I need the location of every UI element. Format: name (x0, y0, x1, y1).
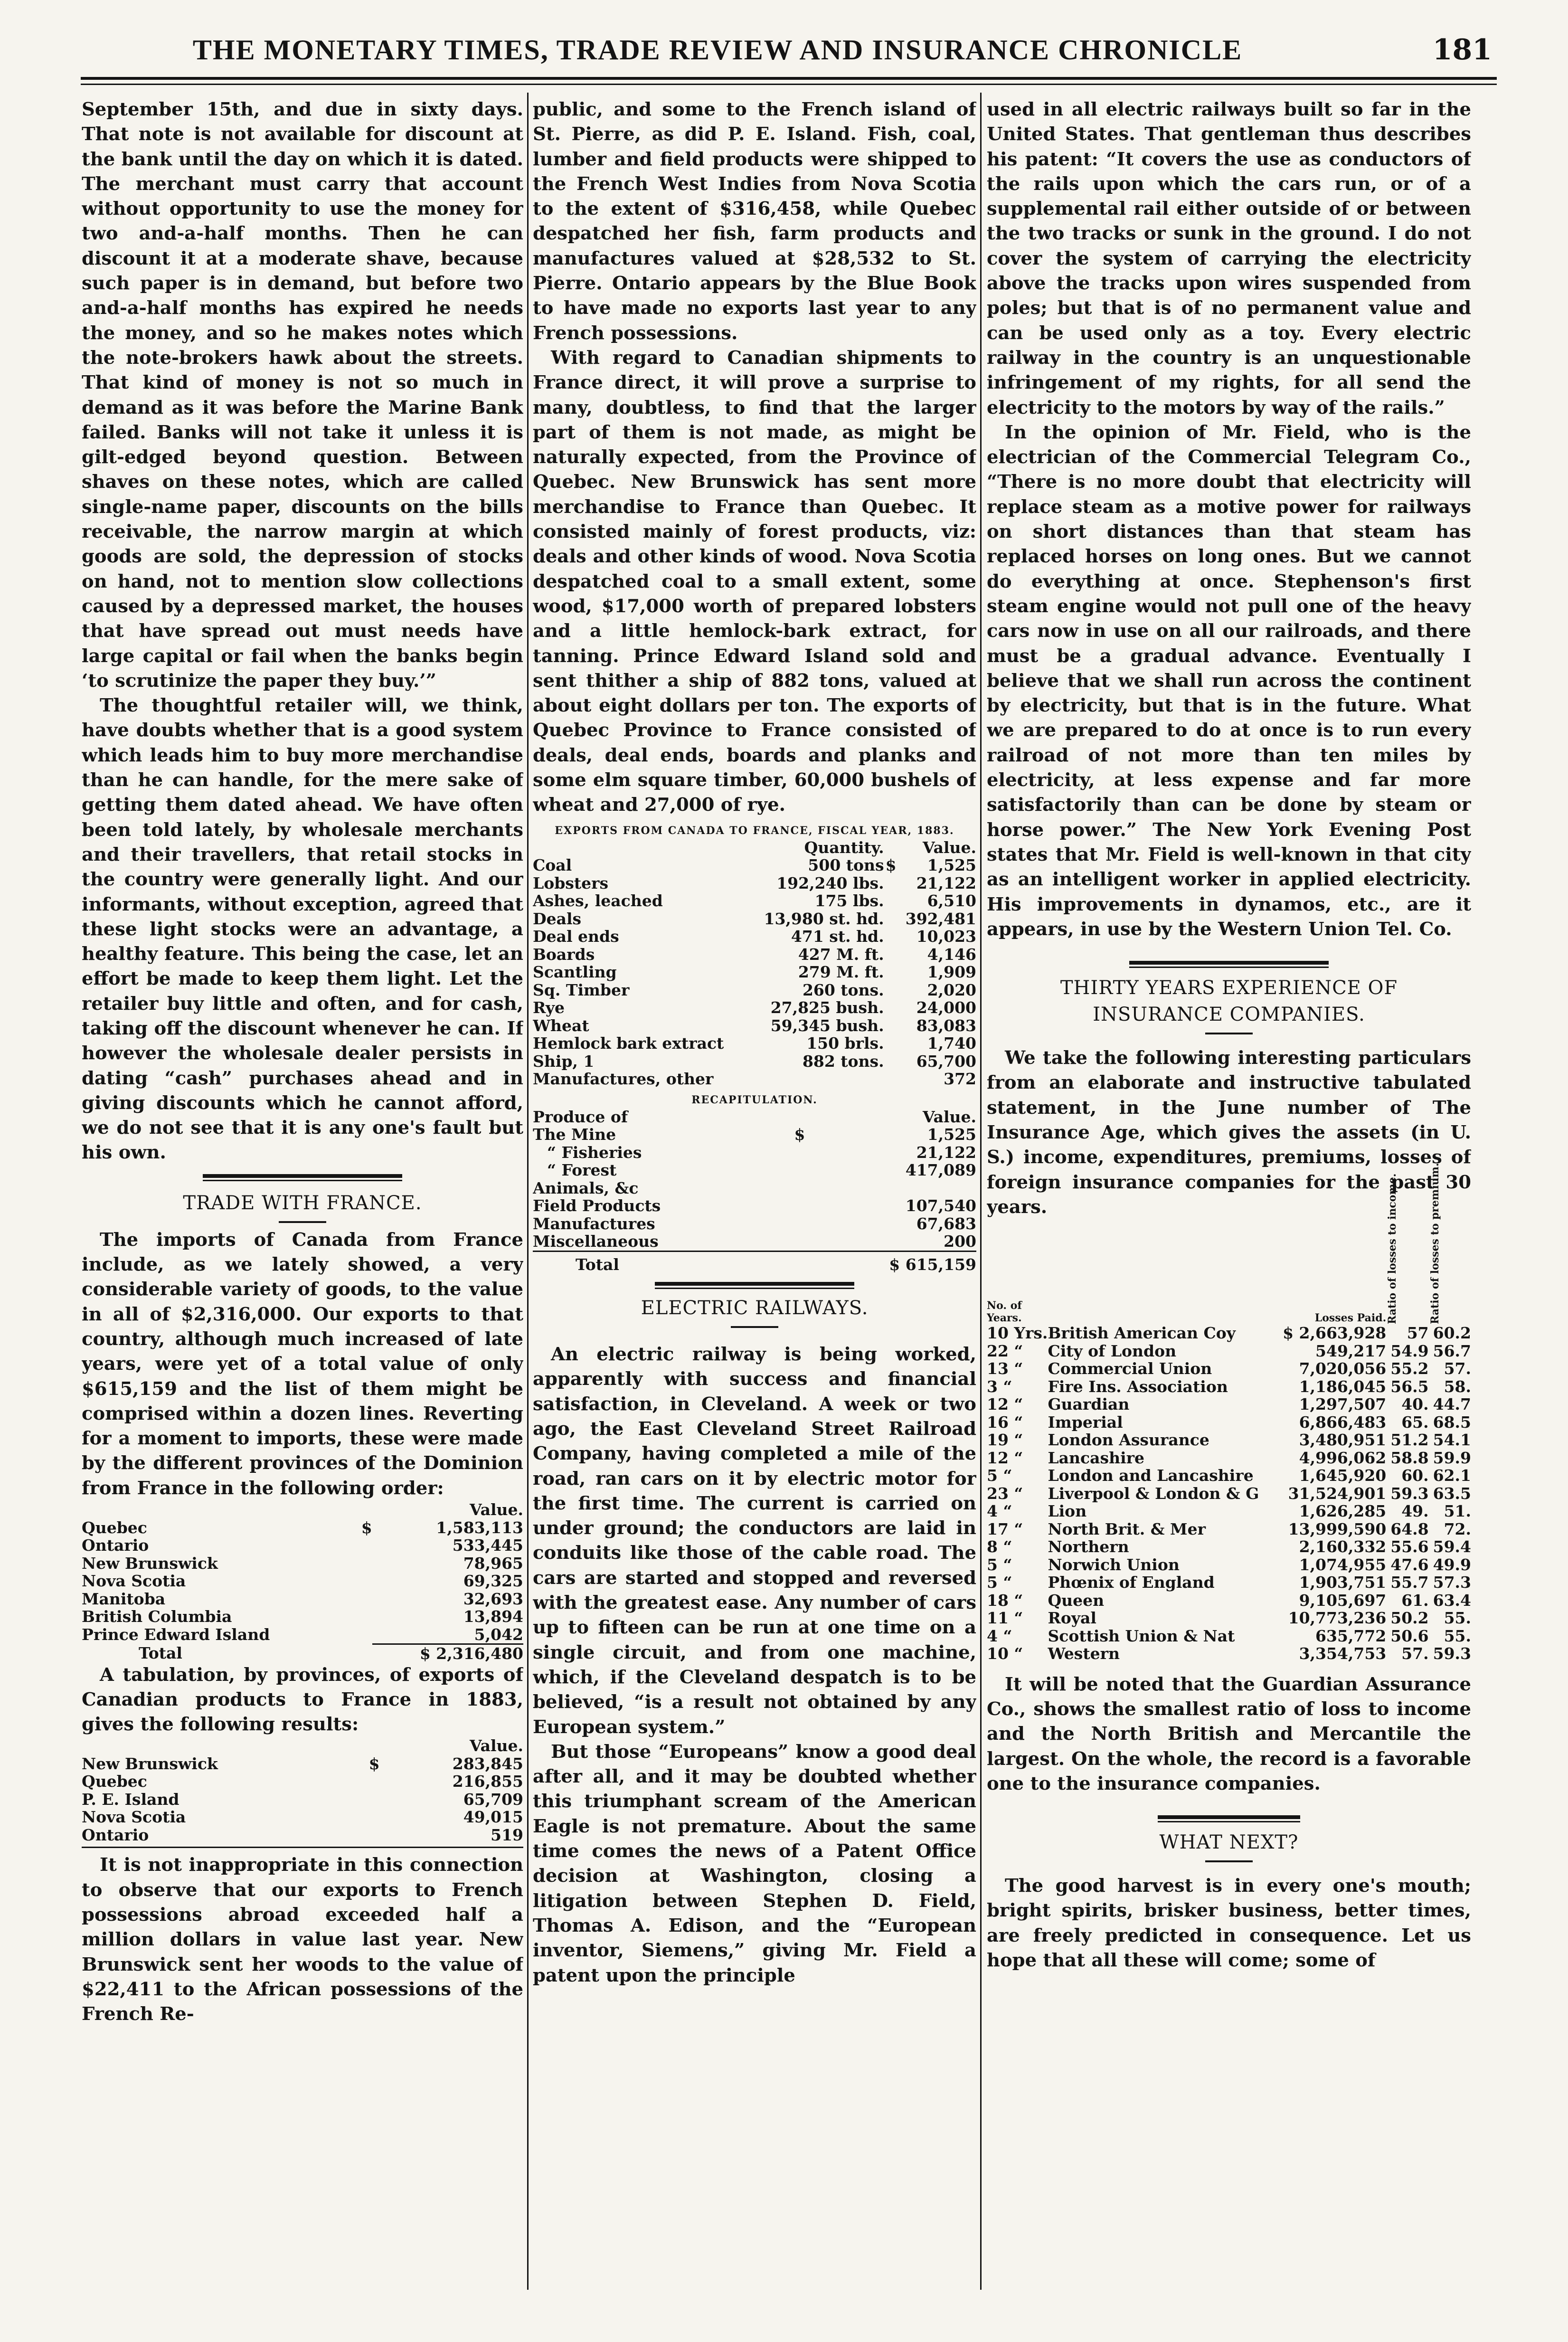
province-name: Manitoba (82, 1589, 166, 1608)
item-name: Wheat (533, 1016, 589, 1035)
company-name: Commercial Union (1048, 1359, 1212, 1378)
item-name: Sq. Timber (533, 980, 630, 999)
ratio-income-cell: 59.3 (1390, 1484, 1429, 1503)
ratio-premium-cell: 56.7 (1433, 1341, 1471, 1360)
header-rule-thin (81, 84, 1497, 85)
ratio-premium-cell: 49.9 (1433, 1555, 1471, 1574)
losses-cell: 549,217 (1315, 1341, 1387, 1360)
ratio-income-cell: 55.6 (1390, 1537, 1429, 1556)
value-cell (805, 1179, 976, 1197)
province-name: Ontario (82, 1825, 149, 1844)
years-cell: 13 “ (987, 1359, 1023, 1378)
ratio-premium-cell: 62.1 (1433, 1466, 1471, 1485)
value-cell: 4,146 (927, 945, 976, 964)
value-cell: 21,122 (916, 873, 976, 892)
province-name: Nova Scotia (82, 1808, 186, 1827)
years-cell: 12 “ (987, 1395, 1023, 1414)
header-rule-thick (81, 77, 1497, 80)
table-row (533, 874, 976, 892)
quantity-cell: 13,980 st. hd. (764, 909, 884, 928)
table-row (533, 946, 976, 964)
paragraph: The imports of Canada from France include, as we lately showed, a very considerable variety of goods, to the value in all of $2,316,000. Our exports to that country, although much increased of late years, were yet of a total value of only $615,159 and the list of them might be comprised within a dozen lines. Reverting for a moment to imports, these were made by the different provinces of the Dominion from France in the following order: (82, 1229, 523, 1499)
table-row (533, 1215, 976, 1233)
item-name: Hemlock bark extract (533, 1034, 724, 1053)
table-row (987, 1556, 1471, 1574)
losses-cell: 6,866,483 (1299, 1413, 1387, 1432)
province-name: Quebec (82, 1518, 147, 1537)
value-cell: 107,540 (905, 1196, 976, 1215)
section-divider (655, 1282, 854, 1289)
column-header: Ratio of losses to income. (1386, 1173, 1399, 1325)
losses-cell: 3,354,753 (1299, 1644, 1387, 1663)
paragraph: With regard to Canadian shipments to France direct, it will prove a surprise to many, doubtless, to find that the larger part of them is not made, as might be naturally expected, from the Province of Quebec. New Brunswick has sent more merchandise to France than Quebec. It consisted mainly of forest products, viz: deals and other kinds of wood. Nova Scotia despatched coal to a small extent, some wood, $17,000 worth of prepared lobsters and a little hemlock-bark extract, for tanning. Prince Edward Island sold and sent thither a ship of 882 tons, valued at about eight dollars per ton. The exports of Quebec Province to France consisted of deals, deal ends, boards and planks and some elm square timber, 60,000 bushels of wheat and 27,000 of rye. (533, 347, 976, 816)
page-number: 181 (1432, 33, 1492, 66)
value-cell: 5,042 (474, 1625, 523, 1644)
table-row (987, 1538, 1471, 1556)
column-header: Value. (470, 1500, 523, 1519)
item-name: Rye (533, 998, 565, 1017)
item-name: Field Products (533, 1196, 661, 1215)
column-header: Produce of (533, 1107, 628, 1126)
total-label: Total (576, 1255, 619, 1274)
table-row (987, 1378, 1471, 1396)
item-name: Miscellaneous (533, 1232, 659, 1251)
table-row (533, 1126, 976, 1144)
quantity-cell: 175 lbs. (814, 891, 884, 910)
paragraph: The thoughtful retailer will, we think, have doubts whether that is a good system which leads him to buy more merchandise than he can handle, for the mere sake of getting them dated ahead. We have often been told lately, by wholesale merchants and their travellers, that retail stocks in the country were generally light. And our informants, without exception, agreed that these light stocks were an advantage, a healthy feature. This being the case, let an effort be made to keep them light. Let the retailer buy little and often, and for cash, taking off the discount whenever he can. If however the wholesale dealer persists in dating “cash” purchases ahead and in giving discounts which he cannot afford, we do not see that it is any one's fault but his own. (82, 695, 523, 1164)
ratio-income-cell: 50.2 (1390, 1609, 1429, 1628)
losses-cell: 1,186,045 (1299, 1377, 1387, 1396)
paragraph: It will be noted that the Guardian Assurance Co., shows the smallest ratio of loss to income and the North British and Mercantile the largest. On the whole, the record is a favorable one to the insurance companies. (987, 1673, 1471, 1794)
losses-cell: 9,105,697 (1299, 1591, 1387, 1610)
paragraph: We take the following interesting particulars from an elaborate and instructive tabulated statement, in the June number of The Insurance Age, which gives the assets (in U. S.) income, expenditures, premiums, losses of foreign insurance companies for the past 30 years. (987, 1047, 1471, 1218)
quantity-cell: 471 st. hd. (791, 927, 884, 946)
years-cell: 17 “ (987, 1519, 1023, 1538)
province-name: P. E. Island (82, 1790, 179, 1809)
losses-cell: 635,772 (1315, 1626, 1387, 1645)
years-cell: 23 “ (987, 1484, 1023, 1503)
value-cell: 519 (491, 1825, 523, 1844)
company-name: London and Lancashire (1048, 1466, 1254, 1485)
item-name: Scantling (533, 963, 617, 982)
section-divider (1129, 961, 1329, 968)
losses-cell: 4,996,062 (1299, 1448, 1387, 1467)
table-row (533, 892, 976, 910)
item-name: Manufactures (533, 1214, 655, 1233)
section-heading: WHAT NEXT? (1159, 1831, 1299, 1854)
heading-rule (279, 1221, 326, 1223)
ratio-income-cell: 49. (1401, 1502, 1429, 1521)
ratio-premium-cell: 72. (1444, 1519, 1471, 1538)
item-name: Ship, 1 (533, 1052, 595, 1071)
province-name: New Brunswick (82, 1554, 218, 1573)
company-name: Queen (1048, 1591, 1105, 1610)
ratio-premium-cell: 57. (1444, 1359, 1471, 1378)
value-cell: 1,525 (927, 856, 976, 875)
ratio-income-cell: 50.6 (1390, 1626, 1429, 1645)
quantity-cell: 427 M. ft. (798, 945, 884, 964)
company-name: Guardian (1048, 1395, 1130, 1414)
ratio-income-cell: 47.6 (1390, 1555, 1429, 1574)
table-row (987, 1592, 1471, 1610)
years-cell: 10 “ (987, 1644, 1023, 1663)
table-row (987, 1645, 1471, 1663)
ratio-premium-cell: 60.2 (1433, 1324, 1471, 1343)
ratio-premium-cell: 51. (1444, 1502, 1471, 1521)
quantity-cell: 27,825 bush. (770, 998, 884, 1017)
value-cell: 417,089 (905, 1161, 976, 1180)
section-heading: ELECTRIC RAILWAYS. (641, 1297, 869, 1319)
table-row (533, 1070, 976, 1088)
ratio-income-cell: 57. (1401, 1644, 1429, 1663)
table-row (82, 1536, 523, 1555)
company-name: Scottish Union & Nat (1048, 1626, 1235, 1645)
table-row (533, 963, 976, 981)
heading-rule (1205, 1860, 1253, 1862)
value-cell: 1,740 (927, 1034, 976, 1053)
paragraph: public, and some to the French island of St. Pierre, as did P. E. Island. Fish, coal, lumber and field products were shipped to the French West Indies from Nova Scotia to the extent of $316,458, while Quebec despatched her fish, farm products and manufactures valued at $28,532 to St. Pierre. Ontario appears by the Blue Book to have made no exports last year to any French possessions. (533, 99, 976, 344)
table-row (987, 1467, 1471, 1485)
item-name: “ Fisheries (547, 1143, 642, 1162)
table-row (82, 1808, 523, 1826)
company-name: Imperial (1048, 1413, 1123, 1432)
table-row (987, 1574, 1471, 1592)
table-row (533, 856, 976, 874)
table-row (987, 1395, 1471, 1413)
table-row (82, 1773, 523, 1791)
company-name: Northern (1048, 1537, 1129, 1556)
province-name: Quebec (82, 1772, 147, 1791)
value-cell: 49,015 (463, 1808, 523, 1827)
ratio-premium-cell: 55. (1444, 1609, 1471, 1628)
total-label: Total (139, 1644, 182, 1663)
value-cell: 200 (944, 1232, 976, 1251)
imports-table (82, 1501, 523, 1663)
table-row (987, 1431, 1471, 1449)
table-row (987, 1342, 1471, 1360)
quantity-cell: 279 M. ft. (798, 963, 884, 982)
value-cell: 6,510 (927, 891, 976, 910)
table-row (82, 1572, 523, 1590)
table-row (987, 1449, 1471, 1467)
item-name: Ashes, leached (533, 891, 663, 910)
column-header: No. of Years. (987, 1299, 1022, 1325)
section-heading: THIRTY YEARS EXPERIENCE OF (1060, 977, 1398, 999)
column-header: Value. (923, 1107, 976, 1126)
table-title: EXPORTS FROM CANADA TO FRANCE, FISCAL YEAR, 1883. (555, 824, 954, 837)
years-cell: 5 “ (987, 1555, 1012, 1574)
item-name: “ Forest (547, 1161, 617, 1180)
item-name: Deal ends (533, 927, 619, 946)
table-row (82, 1626, 523, 1644)
years-cell: 5 “ (987, 1466, 1012, 1485)
table-row (533, 1197, 976, 1215)
value-cell: 32,693 (463, 1589, 523, 1608)
column-divider (980, 93, 982, 2290)
company-name: London Assurance (1048, 1431, 1209, 1450)
province-name: Nova Scotia (82, 1572, 186, 1591)
years-cell: 22 “ (987, 1341, 1023, 1360)
ratio-income-cell: 60. (1401, 1466, 1429, 1485)
total-value: $ 2,316,480 (372, 1644, 523, 1663)
dollar-sign: $ (794, 1125, 805, 1144)
column-left (82, 97, 523, 2285)
table-row (533, 928, 976, 946)
dollar-sign: $ (885, 856, 897, 875)
value-cell: 13,894 (463, 1607, 523, 1626)
table-row (82, 1555, 523, 1573)
years-cell: 18 “ (987, 1591, 1023, 1610)
table-row (82, 1791, 523, 1809)
losses-cell: 1,626,285 (1299, 1502, 1387, 1521)
company-name: Lancashire (1048, 1448, 1144, 1467)
ratio-income-cell: 40. (1401, 1395, 1429, 1414)
table-row (987, 1324, 1471, 1342)
total-value: $ 615,159 (889, 1255, 976, 1274)
recap-title: RECAPITULATION. (691, 1093, 818, 1106)
losses-cell: 13,999,590 (1288, 1519, 1387, 1538)
item-name: Deals (533, 909, 582, 928)
paragraph: used in all electric railways built so far in the United States. That gentleman thus describes his patent: “It covers the use as conductors of the rails upon which the cars run, or of a supplemental rail either outside of or between the two tracks or sunk in the ground. I do not cover the system of carrying the electricity above the tracks upon wires suspended from poles; but that is of no permanent value and can be used only as a toy. Every electric railway in the country is an unquestionable infringement of my rights, for all send the electricity to the motors by way of the rails.” (987, 99, 1471, 418)
ratio-income-cell: 51.2 (1390, 1431, 1429, 1450)
paragraph: September 15th, and due in sixty days. That note is not available for discount at the bank until the day on which it is dated. The merchant must carry that account without opportunity to use the money for two and-a-half months. Then he can discount it at a moderate shave, because such paper is in demand, but before two and-a-half months has expired he needs the money, and so he makes notes which the note-brokers hawk about the streets. That kind of money is not so much in demand as it was before the Marine Bank failed. Banks will not take it unless it is gilt-edged beyond question. Between shaves on these notes, which are called single-name paper, discounts on the bills receivable, the narrow margin at which goods are sold, the depression of stocks on hand, not to mention slow collections caused by a depressed market, the houses that have spread out must needs have large capital or fail when the banks begin ‘to scrutinize the paper they buy.’” (82, 99, 523, 692)
table-row (533, 1179, 976, 1197)
table-row (987, 1520, 1471, 1538)
losses-cell: 1,074,955 (1299, 1555, 1387, 1574)
years-cell: 4 “ (987, 1502, 1012, 1521)
table-row (987, 1502, 1471, 1520)
value-cell: 372 (944, 1070, 976, 1089)
value-cell: 10,023 (916, 927, 976, 946)
losses-cell: 1,645,920 (1299, 1466, 1387, 1485)
losses-cell: 10,773,236 (1288, 1609, 1387, 1628)
table-row (987, 1627, 1471, 1645)
table-row (533, 1144, 976, 1162)
item-name: The Mine (533, 1125, 616, 1144)
ratio-premium-cell: 59.9 (1433, 1448, 1471, 1467)
ratio-premium-cell: 63.4 (1433, 1591, 1471, 1610)
ratio-premium-cell: 58. (1444, 1377, 1471, 1396)
item-name: Manufactures, other (533, 1070, 714, 1089)
ratio-premium-cell: 68.5 (1433, 1413, 1471, 1432)
company-name: Norwich Union (1048, 1555, 1180, 1574)
province-name: Ontario (82, 1536, 149, 1555)
table-row (82, 1590, 523, 1608)
value-cell: 83,083 (916, 1016, 976, 1035)
ratio-income-cell: 55.2 (1390, 1359, 1429, 1378)
ratio-premium-cell: 54.1 (1433, 1431, 1471, 1450)
ratio-income-cell: 56.5 (1390, 1377, 1429, 1396)
ratio-premium-cell: 59.4 (1433, 1537, 1471, 1556)
ratio-income-cell: 54.9 (1390, 1341, 1429, 1360)
value-cell: 1,909 (927, 963, 976, 982)
quantity-cell: 500 tons (808, 856, 884, 875)
section-divider (1158, 1815, 1300, 1822)
heading-rule (731, 1326, 778, 1328)
ratio-premium-cell: 55. (1444, 1626, 1471, 1645)
company-name: Liverpool & London & G (1048, 1484, 1259, 1503)
years-cell: 16 “ (987, 1413, 1023, 1432)
table-row (533, 1052, 976, 1071)
table-row (82, 1755, 523, 1773)
value-cell: 65,700 (916, 1052, 976, 1071)
company-name: North Brit. & Mer (1048, 1519, 1206, 1538)
quantity-cell: 59,345 bush. (770, 1016, 884, 1035)
value-cell: 533,445 (452, 1536, 523, 1555)
ratio-premium-cell: 59.3 (1433, 1644, 1471, 1663)
table-row (987, 1360, 1471, 1378)
paragraph: A tabulation, by provinces, of exports of Canadian products to France in 1883, gives the following results: (82, 1664, 523, 1735)
paragraph: The good harvest is in every one's mouth; bright spirits, brisker business, better times, are freely predicted in consequence. Let us hope that all these will come; some of (987, 1875, 1471, 1972)
table-row (82, 1826, 523, 1844)
paragraph: But those “Europeans” know a good deal after all, and it may be doubted whether this triumphant scream of the American Eagle is not premature. About the same time comes the news of a Patent Office decision at Washington, closing a litigation between Stephen D. Field, Thomas A. Edison, and the “European inventor, Siemens,” giving Mr. Field a patent upon the principle (533, 1741, 976, 1986)
table-row (82, 1519, 523, 1537)
value-cell: 69,325 (463, 1572, 523, 1591)
column-right (987, 97, 1471, 2285)
paragraph: In the opinion of Mr. Field, who is the electrician of the Commercial Telegram Co., “There is no more doubt that electricity will replace steam as a motive power for railways on short distances than that steam has replaced horses on long ones. But we cannot do everything at once. Stephenson's first steam engine would not pull one of the heavy cars now in use on all our railroads, and there must be a gradual advance. Eventually I believe that we shall run across the continent by electricity, but that is in the future. What we are prepared to do at once is to run every railroad of not more than ten miles by electricity, at less expense and far more satisfactorily than can be done by steam or horse power.” The New York Evening Post states that Mr. Field is well-known in that city as an intelligent worker in applied electricity. His improvements in dynamos, etc., are it appears, in use by the Western Union Tel. Co. (987, 421, 1471, 940)
company-name: Fire Ins. Association (1048, 1377, 1228, 1396)
value-cell: 216,855 (452, 1772, 523, 1791)
province-name: British Columbia (82, 1607, 232, 1626)
company-name: Royal (1048, 1609, 1096, 1628)
total-row (82, 1644, 523, 1663)
table-row (82, 1608, 523, 1626)
value-cell: 21,122 (916, 1143, 976, 1162)
ratio-income-cell: 55.7 (1390, 1573, 1429, 1592)
page-header (85, 24, 1492, 76)
value-cell: 67,683 (916, 1214, 976, 1233)
table-row (533, 981, 976, 999)
column-middle (533, 97, 976, 2285)
column-divider (527, 93, 529, 2290)
losses-cell: 2,160,332 (1299, 1537, 1387, 1556)
dollar-sign: $ (368, 1754, 380, 1773)
table-header-row (987, 1224, 1471, 1324)
insurance-table (987, 1163, 1471, 1663)
ratio-income-cell: 58.8 (1390, 1448, 1429, 1467)
paragraph: It is not inappropriate in this connection to observe that our exports to French possessions abroad exceeded half a million dollars in value last year. New Brunswick sent her woods to the value of $22,411 to the African possessions of the French Re- (82, 1854, 523, 2025)
value-cell: 24,000 (916, 998, 976, 1017)
table-row (533, 1161, 976, 1179)
recapitulation-table (533, 1108, 976, 1274)
quantity-cell: 260 tons. (802, 980, 884, 999)
company-name: Western (1048, 1644, 1120, 1663)
masthead-title: THE MONETARY TIMES, TRADE REVIEW AND INSURANCE CHRONICLE (192, 34, 1243, 66)
years-cell: 11 “ (987, 1609, 1023, 1628)
section-heading: TRADE WITH FRANCE. (183, 1192, 422, 1214)
quantity-cell: 192,240 lbs. (776, 873, 884, 892)
years-cell: 12 “ (987, 1448, 1023, 1467)
company-name: City of London (1048, 1341, 1177, 1360)
section-divider (203, 1174, 402, 1181)
company-name: Phœnix of England (1048, 1573, 1215, 1592)
item-name: Lobsters (533, 873, 609, 892)
province-name: Prince Edward Island (82, 1625, 270, 1644)
paragraph: An electric railway is being worked, apparently with success and financial satisfaction, in Cleveland. A week or two ago, the East Cleveland Street Railroad Company, having completed a mile of the road, ran cars on it by electric motor for the first time. The current is carried on under ground; the conductors are laid in conduits like those of the cable road. The cars are started and stopped and reversed with the greatest ease. Any number of cars up to fifteen can be run at one time on a single circuit, and from one machine, which, if the Cleveland despatch is to be believed, “is a result not obtained by any European system.” (533, 1344, 976, 1738)
item-name: Boards (533, 945, 595, 964)
years-cell: 8 “ (987, 1537, 1012, 1556)
years-cell: 3 “ (987, 1377, 1012, 1396)
heading-rule (1205, 1033, 1253, 1034)
losses-cell: 3,480,951 (1299, 1431, 1387, 1450)
table-row (533, 1233, 976, 1251)
value-cell: 65,709 (463, 1790, 523, 1809)
years-cell: 19 “ (987, 1431, 1023, 1450)
company-name: Lion (1048, 1502, 1087, 1521)
quantity-cell: 882 tons. (802, 1052, 884, 1071)
ratio-income-cell: 64.8 (1390, 1519, 1429, 1538)
years-cell: 4 “ (987, 1626, 1012, 1645)
losses-cell: 1,297,507 (1299, 1395, 1387, 1414)
table-row (987, 1485, 1471, 1503)
column-header: Losses Paid. (1314, 1312, 1387, 1325)
table-row (533, 910, 976, 928)
value-cell: 78,965 (463, 1554, 523, 1573)
column-header: Quantity. (804, 838, 884, 857)
ratio-premium-cell: 44.7 (1433, 1395, 1471, 1414)
province-name: New Brunswick (82, 1754, 218, 1773)
years-cell: 10 Yrs. (987, 1324, 1048, 1343)
column-header: Value. (470, 1736, 523, 1755)
ratio-premium-cell: 63.5 (1433, 1484, 1471, 1503)
dollar-sign: $ (361, 1518, 372, 1537)
losses-cell: 7,020,056 (1299, 1359, 1387, 1378)
item-name: Coal (533, 856, 572, 875)
quantity-cell: 150 brls. (806, 1034, 884, 1053)
total-row (533, 1256, 976, 1274)
losses-cell: 1,903,751 (1299, 1573, 1387, 1592)
exports-to-france-table (533, 839, 976, 1088)
losses-cell: 31,524,901 (1288, 1484, 1387, 1503)
ratio-income-cell: 57 (1407, 1324, 1429, 1343)
years-cell: 5 “ (987, 1573, 1012, 1592)
ratio-premium-cell: 57.3 (1433, 1573, 1471, 1592)
value-cell: 1,583,113 (436, 1518, 523, 1537)
table-row (987, 1413, 1471, 1432)
ratio-income-cell: 61. (1401, 1591, 1429, 1610)
ratio-income-cell: 65. (1401, 1413, 1429, 1432)
table-row (987, 1609, 1471, 1627)
exports-by-province-table (82, 1737, 523, 1844)
table-row (533, 1034, 976, 1052)
value-cell: 283,845 (452, 1754, 523, 1773)
section-heading: INSURANCE COMPANIES. (1093, 1004, 1365, 1026)
value-cell: 2,020 (927, 980, 976, 999)
column-header: Value. (923, 838, 976, 857)
company-name: British American Coy (1048, 1324, 1236, 1343)
column-header: Ratio of losses to premium. (1428, 1163, 1441, 1325)
table-row (533, 1017, 976, 1035)
item-name: Animals, &c (533, 1178, 639, 1197)
losses-cell: $ 2,663,928 (1283, 1324, 1387, 1343)
table-row (533, 999, 976, 1017)
value-cell: 392,481 (905, 909, 976, 928)
value-cell: 1,525 (927, 1125, 976, 1144)
